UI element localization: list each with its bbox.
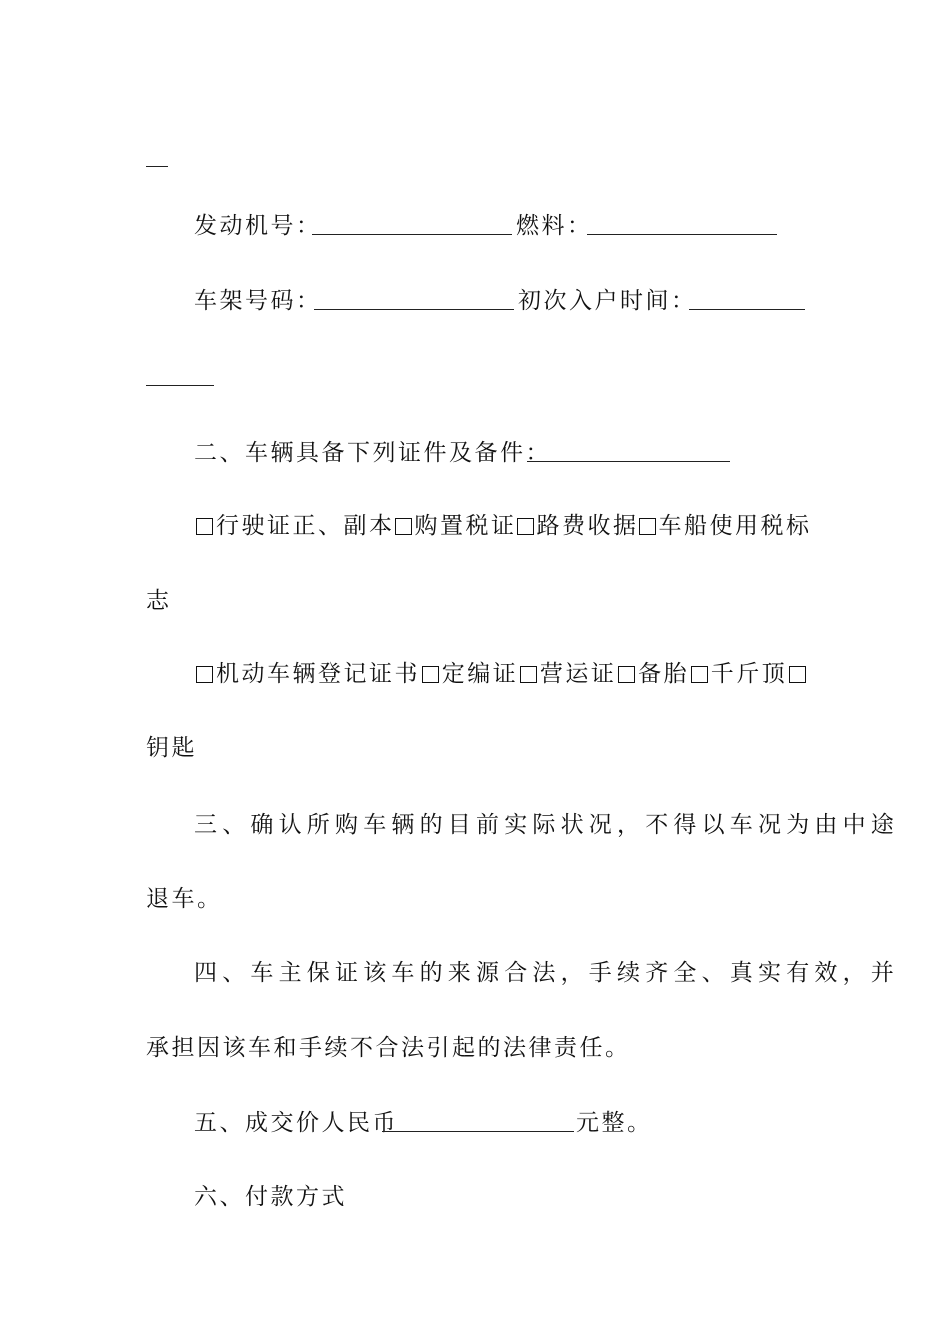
section-4-text-a: 四、车主保证该车的来源合法，手续齐全、真实有效，并 <box>194 960 899 986</box>
doc-item: 备胎 <box>618 654 689 694</box>
checkbox-icon[interactable] <box>422 666 439 683</box>
doc-item-trailing <box>789 666 806 683</box>
section-5 <box>0 1103 950 1143</box>
section-4-text-b: 承担因该车和手续不合法引起的法律责任。 <box>146 1035 631 1061</box>
docs-row-1-cont <box>0 581 950 621</box>
section-3-text-a: 三、确认所购车辆的目前实际状况，不得以车况为由中途 <box>194 812 899 838</box>
section-6 <box>0 1177 950 1217</box>
first-reg-blank <box>689 309 805 310</box>
checkbox-icon[interactable] <box>196 666 213 683</box>
doc-item: 机动车辆登记证书 <box>196 654 420 694</box>
docs-row-1 <box>0 506 950 546</box>
vin-blank <box>314 309 514 310</box>
checkbox-icon[interactable] <box>691 666 708 683</box>
checkbox-icon[interactable] <box>618 666 635 683</box>
section-3-text-b: 退车。 <box>146 886 223 912</box>
engine-blank <box>312 234 512 235</box>
section-5-text-a: 五、成交价人民币 <box>194 1110 398 1136</box>
section-4 <box>0 953 950 993</box>
fuel-blank <box>587 234 777 235</box>
doc-item: 购置税证 <box>395 506 517 546</box>
doc-item: 定编证 <box>422 654 519 694</box>
engine-label: 发动机号： <box>194 213 322 239</box>
checkbox-icon[interactable] <box>639 518 656 535</box>
price-blank <box>382 1131 574 1132</box>
fuel-label: 燃料： <box>516 213 593 239</box>
checkbox-icon[interactable] <box>520 666 537 683</box>
line-firstreg-cont <box>0 357 950 397</box>
section-3-cont <box>0 879 950 919</box>
doc-item: 车船使用税标 <box>639 506 812 546</box>
docs-row-1-items <box>196 506 812 546</box>
section-5-text-b: 元整。 <box>576 1110 653 1136</box>
checkbox-icon[interactable] <box>517 518 534 535</box>
doc-item: 营运证 <box>520 654 617 694</box>
docs-row-2-cont-text: 钥匙 <box>146 735 197 761</box>
section-3 <box>0 805 950 845</box>
first-reg-blank-cont <box>146 385 214 386</box>
line-vin-firstreg <box>0 281 950 321</box>
section-2 <box>0 433 950 473</box>
doc-item: 行驶证正、副本 <box>196 506 395 546</box>
first-reg-label: 初次入户时间： <box>518 288 697 314</box>
fill-blank <box>146 166 168 167</box>
docs-row-2-cont <box>0 728 950 768</box>
line-top-blank <box>0 138 950 178</box>
docs-row-2 <box>0 654 950 694</box>
line-engine-fuel <box>0 206 950 246</box>
checkbox-icon[interactable] <box>196 518 213 535</box>
checkbox-icon[interactable] <box>395 518 412 535</box>
vin-label: 车架号码： <box>194 288 322 314</box>
section-6-text: 六、付款方式 <box>194 1184 347 1210</box>
section-4-cont <box>0 1028 950 1068</box>
doc-item: 千斤顶 <box>691 654 788 694</box>
docs-row-1-cont-text: 志 <box>146 588 172 614</box>
section-2-text: 二、车辆具备下列证件及备件： <box>194 440 551 466</box>
section-2-blank <box>527 461 730 462</box>
docs-row-2-items <box>196 654 806 694</box>
checkbox-icon[interactable] <box>789 666 806 683</box>
doc-item: 路费收据 <box>517 506 639 546</box>
